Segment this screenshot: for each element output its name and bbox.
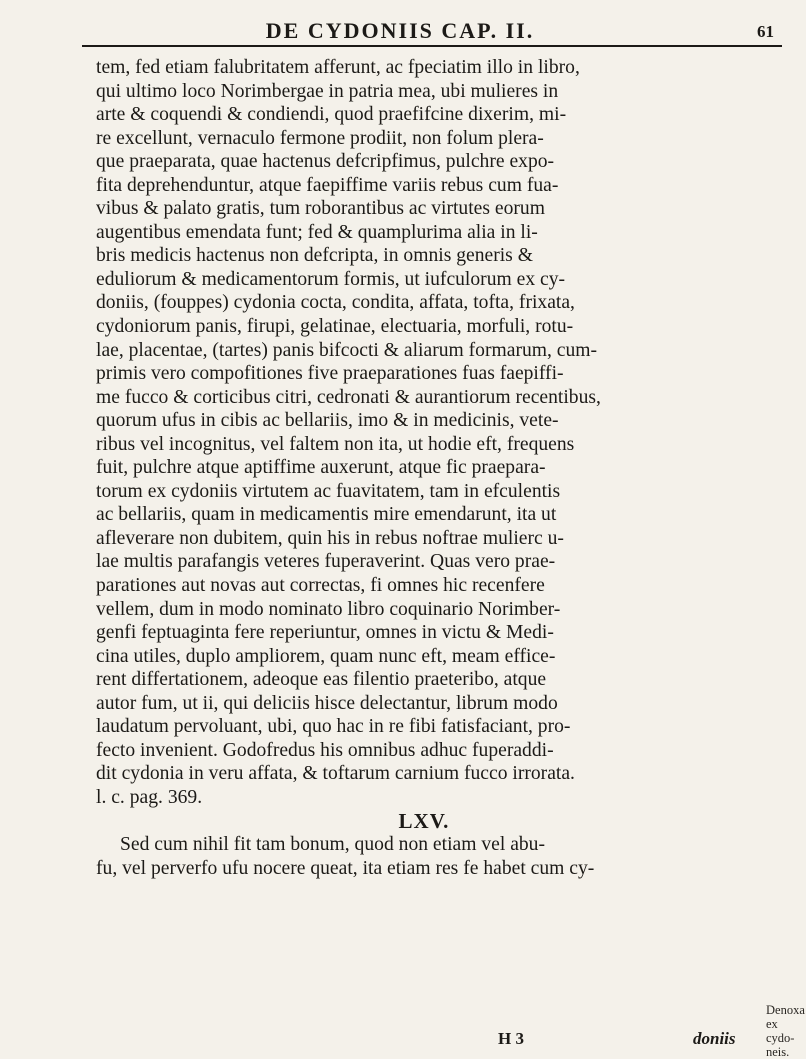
text-line: vibus & palato gratis, tum roborantibus ac virtutes eorum	[96, 198, 545, 220]
page-number: 61	[757, 22, 774, 41]
text-line: fu, vel perverfo ufu nocere queat, ita etiam res fe habet cum cy-	[96, 857, 595, 879]
text-line: qui ultimo loco Norimbergae in patria mea, ubi mulieres in	[96, 80, 559, 102]
page-header	[0, 14, 800, 48]
text-line: arte & coquendi & condiendi, quod praefifcine dixerim, mi-	[96, 104, 567, 126]
text-line: re excellunt, vernaculo fermone prodiit, non folum plera-	[96, 127, 544, 149]
section-number: LXV.	[398, 808, 450, 833]
text-line: l. c. pag. 369.	[96, 786, 203, 808]
text-line: ribus vel incognitus, vel faltem non ita, ut hodie eft, frequens	[96, 433, 575, 455]
text-line: lae, placentae, (tartes) panis bifcocti & aliarum formarum, cum-	[96, 339, 598, 361]
margin-note-line: Denoxa	[766, 1003, 805, 1017]
text-line: cydoniorum panis, firupi, gelatinae, electuaria, morfuli, rotu-	[96, 316, 574, 338]
catchword: doniis	[693, 1029, 736, 1048]
text-line: fecto invenient. Godofredus his omnibus adhuc fuperaddi-	[96, 739, 554, 761]
text-line: Sed cum nihil fit tam bonum, quod non etiam vel abu-	[120, 834, 546, 856]
text-line: eduliorum & medicamentorum formis, ut iufculorum ex cy-	[96, 268, 566, 290]
margin-note-line: ex cydo-	[766, 1017, 795, 1045]
text-line: laudatum pervoluant, ubi, quo hac in re fibi fatisfaciant, pro-	[96, 716, 571, 738]
text-line: rent differtationem, adeoque eas filentio praeteribo, atque	[96, 669, 547, 691]
margin-note	[766, 1003, 806, 1059]
text-line: que praeparata, quae hactenus defcripfimus, pulchre expo-	[96, 151, 555, 173]
text-line: doniis, (fouppes) cydonia cocta, condita, affata, tofta, frixata,	[96, 292, 575, 314]
text-line: primis vero compofitiones five praeparationes fuas faepiffi-	[96, 363, 564, 385]
margin-note-line: neis.	[766, 1045, 790, 1059]
text-line: fita deprehenduntur, atque faepiffime variis rebus cum fua-	[96, 174, 559, 196]
text-line: torum ex cydoniis virtutem ac fuavitatem, tam in efculentis	[96, 480, 561, 502]
text-line: genfi feptuaginta fere reperiuntur, omnes in victu & Medi-	[96, 622, 554, 644]
text-line: me fucco & corticibus citri, cedronati & aurantiorum recentibus,	[96, 386, 601, 408]
text-line: lae multis parafangis veteres fuperaverint. Quas vero prae-	[96, 551, 556, 573]
text-line: augentibus emendata funt; fed & quamplurima alia in li-	[96, 221, 538, 243]
text-line: vellem, dum in modo nominato libro coquinario Norimber-	[96, 598, 561, 620]
text-line: parationes aut novas aut correctas, fi omnes hic recenfere	[96, 575, 545, 597]
text-line: ac bellariis, quam in medicamentis mire emendarunt, ita ut	[96, 504, 557, 526]
text-line: quorum ufus in cibis ac bellariis, imo & in medicinis, vete-	[96, 410, 559, 432]
running-head: DE CYDONIIS CAP. II.	[265, 18, 535, 43]
text-line: fuit, pulchre atque aptiffime auxerunt, atque fic praepara-	[96, 457, 546, 479]
text-line: dit cydonia in veru affata, & toftarum carnium fucco irrorata.	[96, 763, 575, 785]
header-rule	[82, 45, 782, 47]
text-line: tem, fed etiam falubritatem afferunt, ac fpeciatim illo in libro,	[96, 57, 580, 78]
text-line: afleverare non dubitem, quin his in rebus noftrae mulierc u-	[96, 527, 564, 549]
signature-mark: H 3	[498, 1029, 524, 1048]
body-text	[96, 56, 752, 880]
text-line: autor fum, ut ii, qui deliciis hisce delectantur, librum modo	[96, 692, 558, 714]
text-line: cina utiles, duplo ampliorem, quam nunc eft, meam effice-	[96, 645, 556, 667]
text-line: bris medicis hactenus non defcripta, in omnis generis &	[96, 245, 533, 267]
